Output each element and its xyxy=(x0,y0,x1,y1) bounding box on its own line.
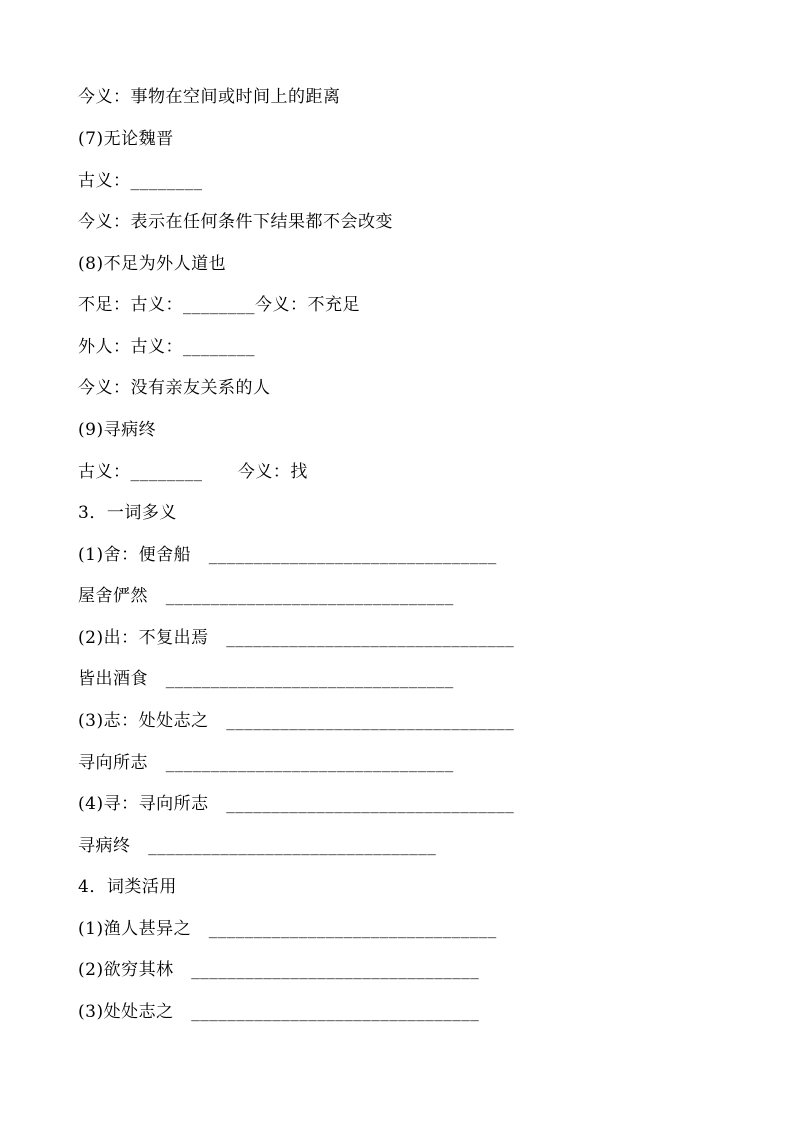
text-line: 今义：没有亲友关系的人 xyxy=(78,378,271,398)
text-line: 寻向所志 ________________________________ xyxy=(78,753,454,773)
text-line: 古义：________ xyxy=(78,171,203,191)
text-line: 外人：古义：________ xyxy=(78,337,255,357)
section-heading: 3．一词多义 xyxy=(78,503,177,523)
text-line: (8)不足为外人道也 xyxy=(78,254,227,274)
text-line: 皆出酒食 ________________________________ xyxy=(78,669,454,689)
text-line: 今义：事物在空间或时间上的距离 xyxy=(78,87,341,107)
text-line: 寻病终 ________________________________ xyxy=(78,836,437,856)
text-line: (9)寻病终 xyxy=(78,420,157,440)
text-line: (2)欲穷其林 ________________________________ xyxy=(78,960,480,980)
text-line: 古义：________ 今义：找 xyxy=(78,462,308,482)
text-line: 今义：表示在任何条件下结果都不会改变 xyxy=(78,212,393,232)
text-line: (3)志：处处志之 ________________________________ xyxy=(78,711,515,731)
section-heading: 4．词类活用 xyxy=(78,877,177,897)
text-line: (4)寻：寻向所志 ________________________________ xyxy=(78,794,515,814)
text-line: 屋舍俨然 ________________________________ xyxy=(78,586,454,606)
text-line: (1)渔人甚异之 ________________________________ xyxy=(78,919,497,939)
text-line: 不足：古义：________今义：不充足 xyxy=(78,295,360,315)
text-line: (3)处处志之 ________________________________ xyxy=(78,1002,480,1022)
text-line: (7)无论魏晋 xyxy=(78,129,174,149)
text-line: (2)出：不复出焉 ________________________________ xyxy=(78,628,515,648)
text-line: (1)舍：便舍船 ________________________________ xyxy=(78,545,497,565)
